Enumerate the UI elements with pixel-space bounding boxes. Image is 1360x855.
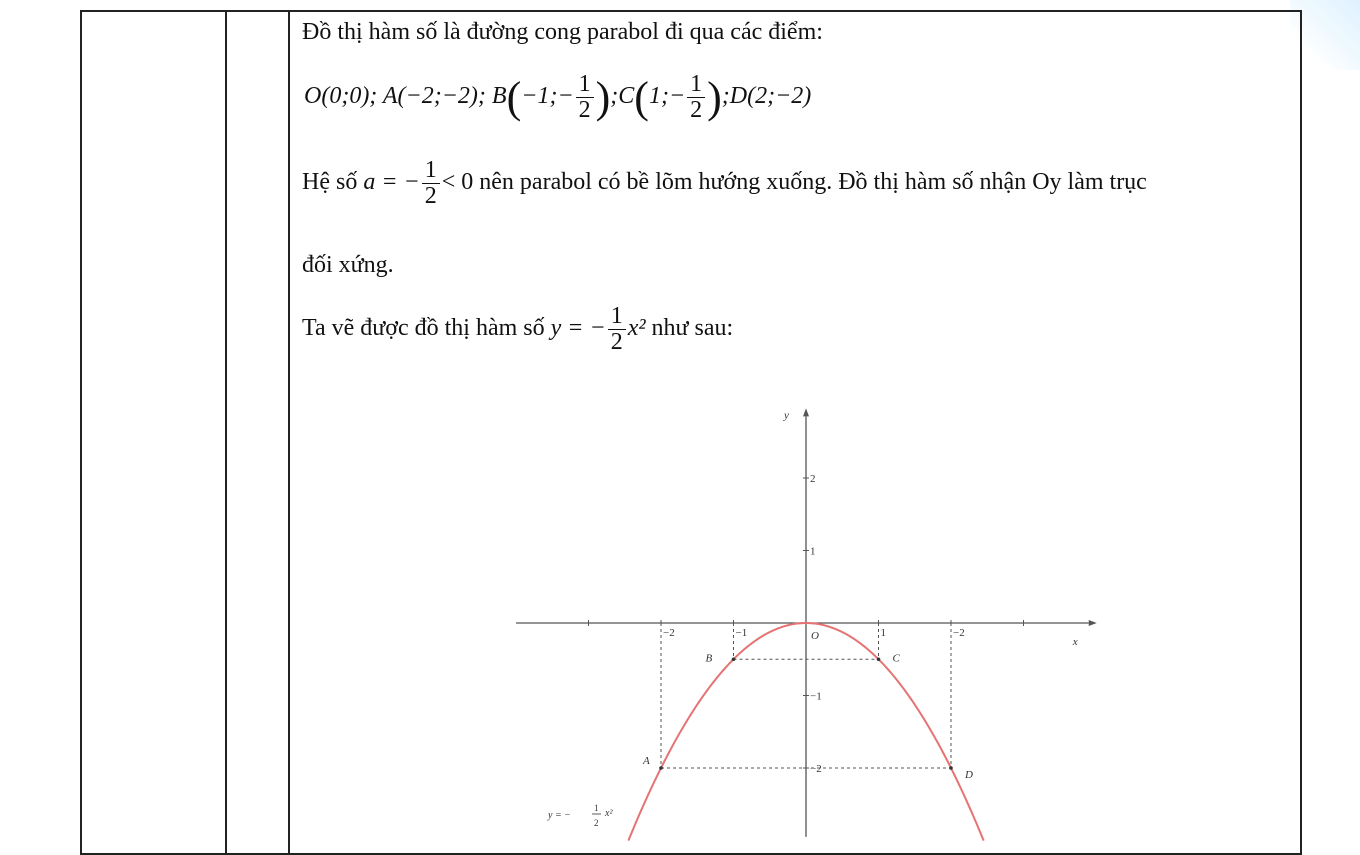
y-tick-label: 1 xyxy=(810,545,816,558)
point-b-label: B xyxy=(491,83,507,110)
point-c-label: ;C xyxy=(610,83,635,110)
point-c-x: 1;− xyxy=(648,83,686,110)
point-d: ;D(2;−2) xyxy=(721,83,812,110)
x-tick-label: 1 xyxy=(880,627,886,639)
curve-label-num: 1 xyxy=(594,803,599,813)
origin-label: O xyxy=(811,630,819,642)
x-axis-label: x xyxy=(1072,636,1078,648)
symmetry-text: đối xứng. xyxy=(302,252,394,278)
curve-label-suffix: x² xyxy=(605,808,613,819)
point-label-a: A xyxy=(643,755,650,767)
table-border-left xyxy=(80,10,82,855)
points-list: O(0;0); A(−2;−2); B(−1;− $\frac{1}{2}$ );C(1;− $\frac{1}{2}$ );D(2;−2) xyxy=(304,71,812,124)
draw-y-expr: y = − xyxy=(550,315,606,342)
y-axis-label: y xyxy=(784,409,789,422)
draw-x2: x² xyxy=(627,315,646,342)
table-border-right xyxy=(1300,10,1302,855)
curve-label-den: 2 xyxy=(594,818,599,828)
point-b-frac-num: 1 xyxy=(576,72,594,98)
point-marker-a xyxy=(659,766,663,770)
y-tick-label: −2 xyxy=(810,763,822,775)
y-axis-arrow xyxy=(803,408,809,416)
x-tick-label: −1 xyxy=(735,627,748,639)
x-tick-label: −2 xyxy=(663,627,675,639)
draw-line xyxy=(302,304,733,355)
point-label-c: C xyxy=(892,652,900,665)
draw-lead: Ta vẽ được đồ thị hàm số xyxy=(302,315,545,342)
x-axis-arrow xyxy=(1089,620,1097,626)
y-tick-label: 2 xyxy=(810,473,816,485)
point-c-frac-num: 1 xyxy=(687,72,705,98)
y-tick-label: −1 xyxy=(810,690,822,703)
parabola-curve xyxy=(628,623,983,841)
curve-label-prefix: y = − xyxy=(548,810,571,821)
draw-frac-den: 2 xyxy=(610,329,623,356)
table-divider-1 xyxy=(225,10,227,855)
coefficient-line xyxy=(302,158,1147,209)
x-tick-label: −2 xyxy=(953,627,965,639)
point-label-d: D xyxy=(965,769,973,781)
coef-lt: < 0 xyxy=(441,169,474,196)
coef-a-expr: a = − xyxy=(363,169,420,196)
coef-frac-num: 1 xyxy=(422,158,440,184)
coef-frac-den: 2 xyxy=(424,183,437,210)
point-o: O(0;0); xyxy=(304,83,378,110)
point-b-x: −1;− xyxy=(521,83,574,110)
point-marker-c xyxy=(877,657,881,661)
coef-lead: Hệ số xyxy=(302,169,358,196)
coef-tail: nên parabol có bề lõm hướng xuống. Đồ thị hàm số nhận Oy làm trục xyxy=(479,169,1147,196)
intro-text: Đồ thị hàm số là đường cong parabol đi qua các điểm: xyxy=(302,19,823,45)
table-divider-2 xyxy=(288,10,290,855)
draw-tail: như sau: xyxy=(651,315,734,342)
point-b-frac-den: 2 xyxy=(578,97,591,124)
point-a: A(−2;−2); xyxy=(382,83,486,110)
point-marker-b xyxy=(732,657,736,661)
draw-frac-num: 1 xyxy=(608,304,626,330)
point-marker-d xyxy=(949,766,953,770)
point-c-frac-den: 2 xyxy=(690,97,703,124)
point-label-b: B xyxy=(705,652,713,665)
table-border-top xyxy=(80,10,1302,12)
